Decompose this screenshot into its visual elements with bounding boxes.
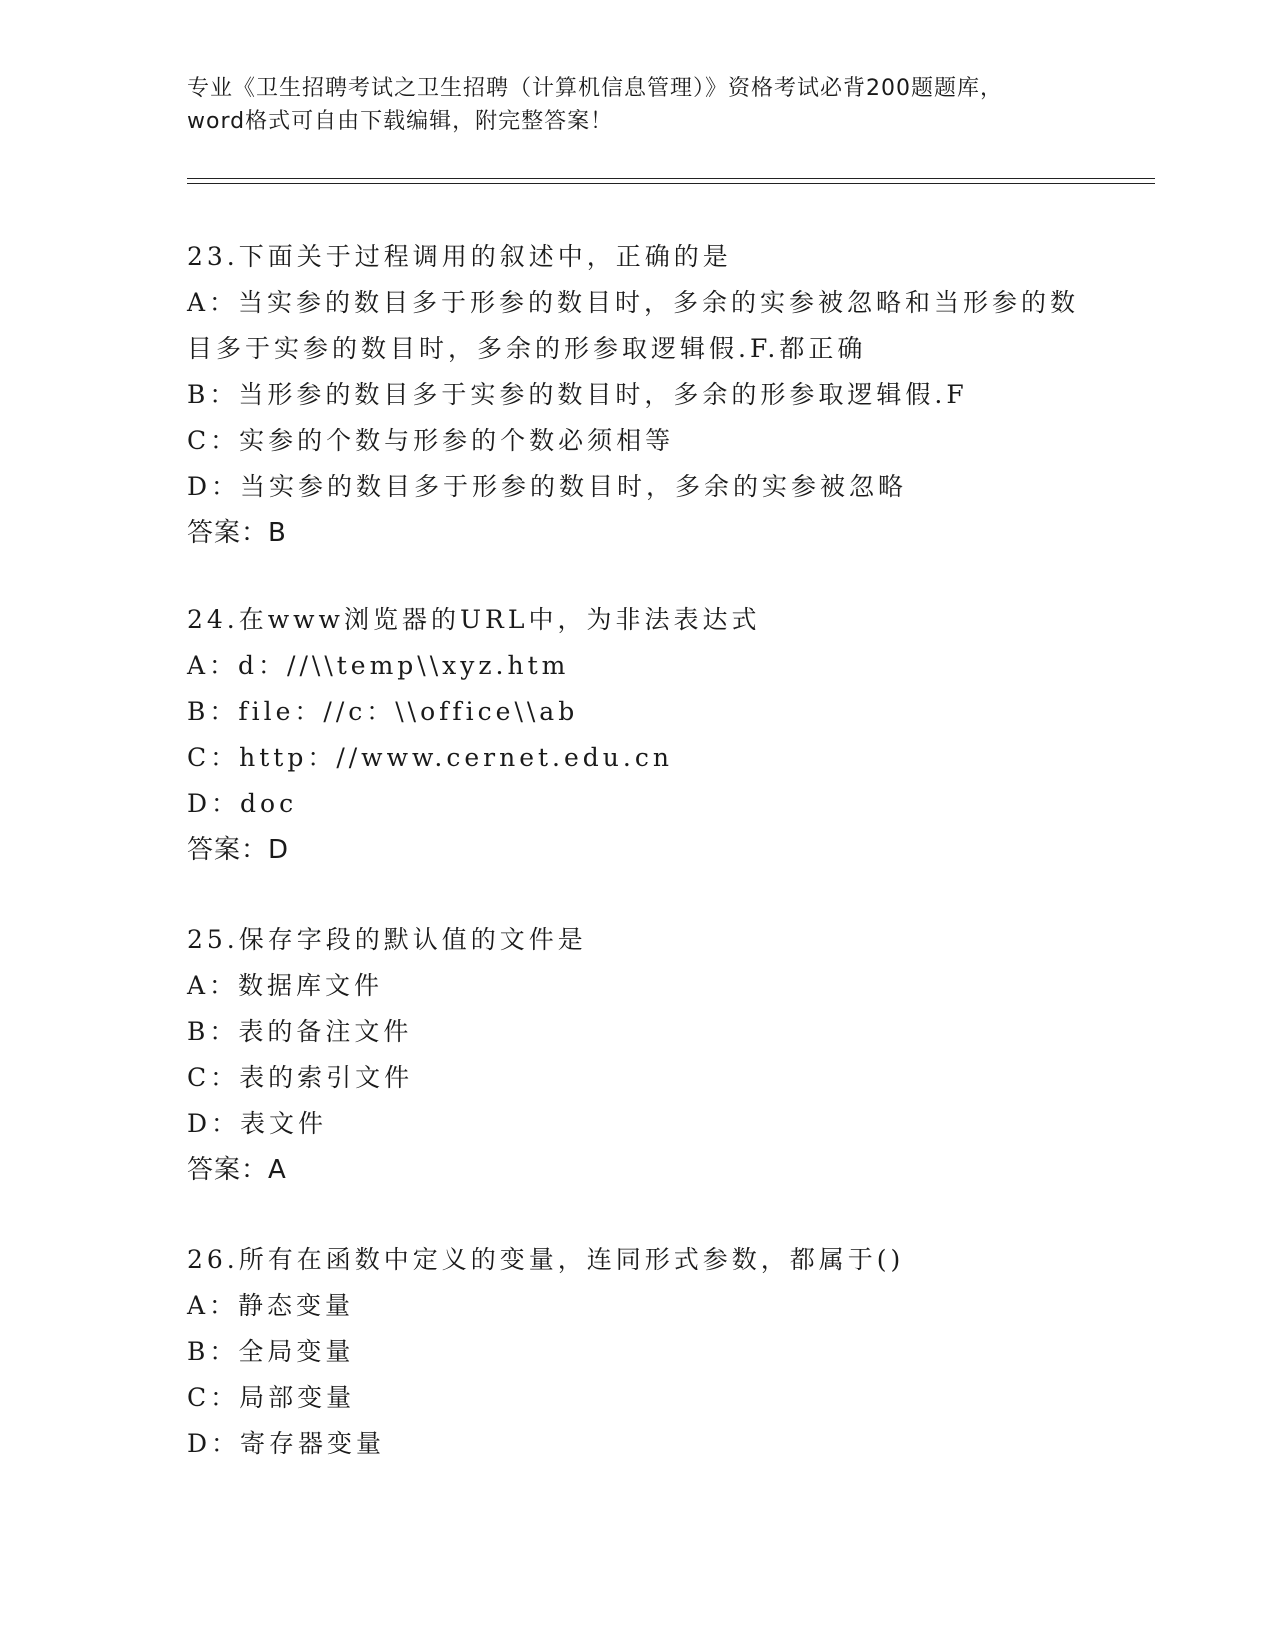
header-line-1: 专业《卫生招聘考试之卫生招聘（计算机信息管理）》资格考试必背200题题库， <box>187 76 1003 101</box>
document-header <box>187 72 1087 138</box>
option-d: D：表文件 <box>187 1109 328 1138</box>
option-c: C：表的索引文件 <box>187 1063 414 1092</box>
option-b: B：file：//c：\\office\\ab <box>187 697 579 726</box>
answer-key: 答案：B <box>187 518 287 548</box>
header-divider-bottom <box>187 183 1155 184</box>
question-stem: 23.下面关于过程调用的叙述中，正确的是 <box>187 242 732 271</box>
option-c: C：局部变量 <box>187 1383 356 1412</box>
option-c: C：实参的个数与形参的个数必须相等 <box>187 426 675 455</box>
option-d: D：doc <box>187 789 298 818</box>
option-a: A：数据库文件 <box>187 971 384 1000</box>
option-a-continued: 目多于实参的数目时，多余的形参取逻辑假.F.都正确 <box>187 334 867 363</box>
question-stem: 26.所有在函数中定义的变量，连同形式参数，都属于() <box>187 1245 905 1274</box>
option-d: D：当实参的数目多于形参的数目时，多余的实参被忽略 <box>187 472 908 501</box>
option-b: B：表的备注文件 <box>187 1017 413 1046</box>
header-divider-top <box>187 178 1155 179</box>
answer-key: 答案：A <box>187 1155 287 1185</box>
question-stem: 24.在www浏览器的URL中，为非法表达式 <box>187 605 761 634</box>
question-23 <box>187 234 1087 556</box>
question-26 <box>187 1237 1087 1467</box>
option-a: A：d：//\\temp\\xyz.htm <box>187 651 570 680</box>
header-line-2: word格式可自由下载编辑，附完整答案！ <box>187 109 614 134</box>
answer-key: 答案：D <box>187 835 290 865</box>
question-24 <box>187 597 1087 873</box>
option-b: B：当形参的数目多于实参的数目时，多余的形参取逻辑假.F <box>187 380 968 409</box>
option-a: A：当实参的数目多于形参的数目时，多余的实参被忽略和当形参的数 <box>187 288 1080 317</box>
option-c: C：http：//www.cernet.edu.cn <box>187 743 673 772</box>
question-stem: 25.保存字段的默认值的文件是 <box>187 925 587 954</box>
question-25 <box>187 917 1087 1193</box>
option-a: A：静态变量 <box>187 1291 355 1320</box>
option-d: D：寄存器变量 <box>187 1429 386 1458</box>
option-b: B：全局变量 <box>187 1337 355 1366</box>
